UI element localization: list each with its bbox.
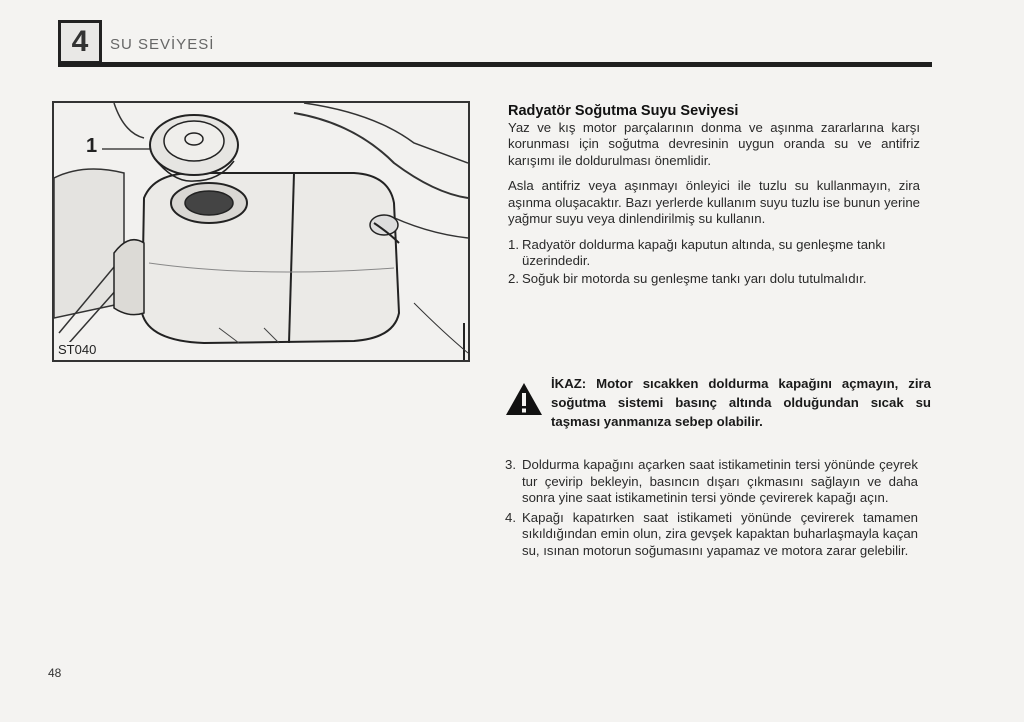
list-item-number: 4.: [505, 509, 516, 525]
figure-callout-number: 1: [86, 135, 98, 157]
coolant-tank-drawing: [54, 103, 468, 360]
coolant-tank-illustration: [52, 101, 470, 362]
paragraph-antifreeze: Asla antifriz veya aşınmayı önleyici ile tuzlu su kullanmayın, zira aşınma oluşacaktır. Bazı yerlerde kullanım suyu tuzlu ise bunun yerine yağmur suyu veya dinlendirilmiş su kullanın.: [508, 178, 920, 226]
procedure-list: [505, 457, 918, 562]
list-item: [505, 457, 918, 507]
chapter-number: 4: [71, 25, 89, 58]
list-item-number: 3.: [505, 457, 516, 472]
main-text-column: [508, 103, 920, 288]
figure-label: ST040: [58, 342, 97, 357]
list-item-text: Soğuk bir motorda su genleşme tankı yarı dolu tutulmalıdır.: [522, 270, 867, 286]
page-number: 48: [48, 666, 62, 680]
list-item-number: 1.: [508, 236, 519, 252]
chapter-number-box: [58, 20, 102, 64]
list-item: [508, 237, 920, 270]
list-item-text: Kapağı kapatırken saat istikameti yönünde çevirerek tamamen sıkıldığından emin olun, zira gevşek kapaktan buharlaşmayla kaçan su, ısınan motorun soğumasını yapamaz ve motora zarar gelebilir.: [522, 509, 918, 558]
section-heading: Radyatör Soğutma Suyu Seviyesi: [508, 103, 739, 119]
list-item-number: 2.: [508, 270, 519, 286]
list-item: [508, 271, 920, 288]
header-rule: [58, 62, 932, 67]
section-title: SU SEVİYESİ: [110, 36, 215, 53]
list-item: [505, 510, 918, 560]
list-item-text: Doldurma kapağını açarken saat istikametinin tersi yönünde çeyrek tur çevirip bekleyin, basıncın dışarı çıkmasını sağlayın ve daha sonra yine saat istikametinin tersi yönde çevirerek kapağı açın.: [522, 457, 918, 505]
warning-text: İKAZ: Motor sıcakken doldurma kapağını açmayın, zira soğutma sistemi basınç altında olduğundan sıcak su taşması yanmanıza sebep olabilir.: [551, 376, 931, 429]
warning-block: [505, 374, 929, 430]
paragraph-intro: Yaz ve kış motor parçalarının donma ve aşınma zararlarına karşı korunması için soğutma devresinin uygun oranda su ve antifriz karışımı ile doldurulması önemlidir.: [508, 119, 920, 168]
instruction-list: [508, 237, 920, 288]
list-item-text: Radyatör doldurma kapağı kaputun altında, su genleşme tankı üzerindedir.: [522, 236, 886, 268]
warning-triangle-icon: [505, 382, 543, 416]
